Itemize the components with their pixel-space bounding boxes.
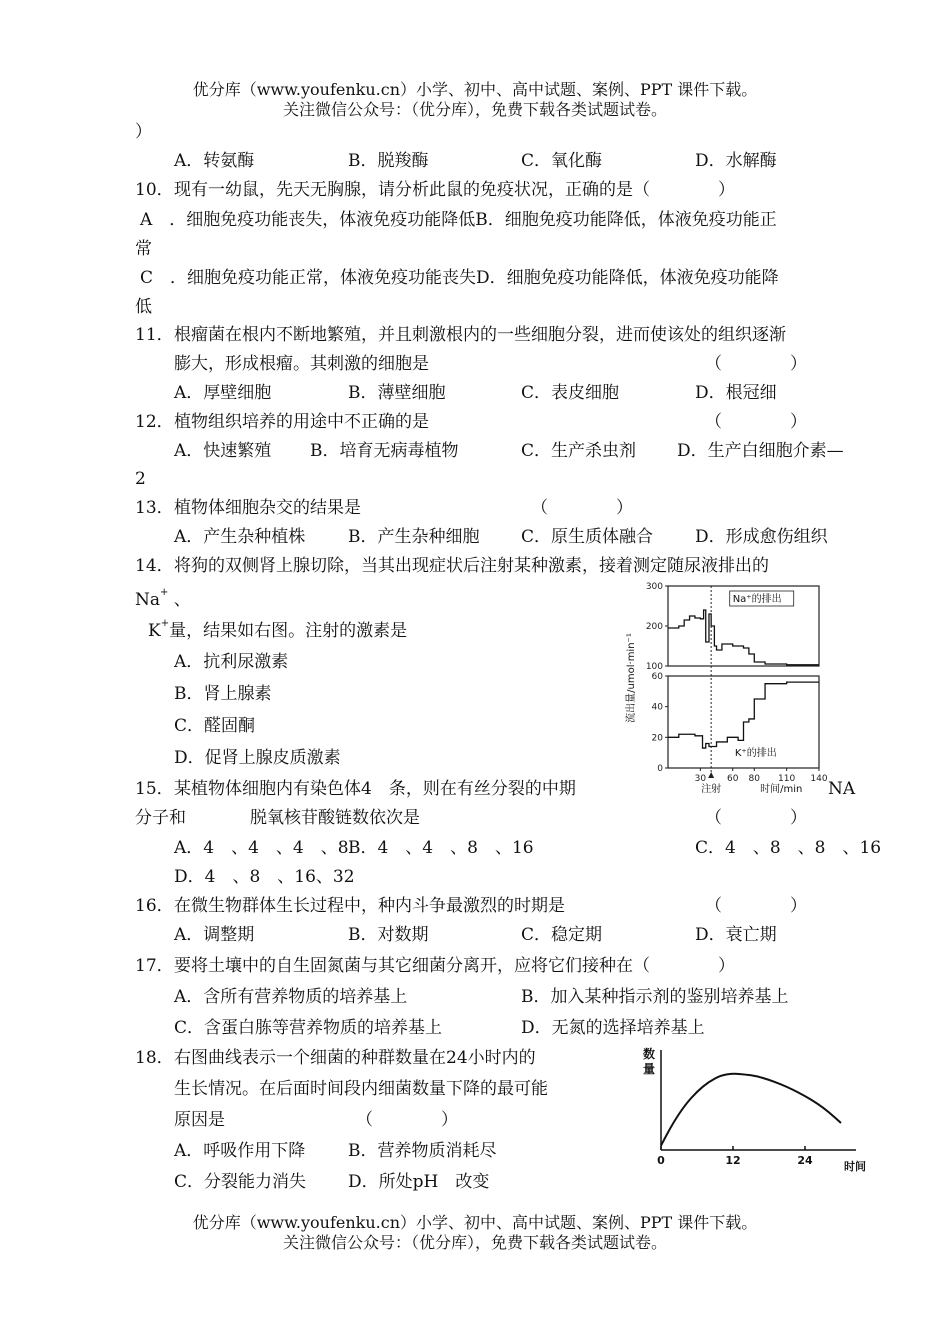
q14-option-a: A．抗利尿激素 xyxy=(174,652,289,672)
q13-answer-paren: （ ） xyxy=(531,498,633,518)
q15-option-b: B．4 、4 、8 、16 xyxy=(348,838,534,858)
q18-growth-chart xyxy=(636,1042,876,1182)
q18-stem-line1: 右图曲线表示一个细菌的种群数量在24小时内的 xyxy=(174,1048,536,1068)
q13-option-a: A．产生杂种植株 xyxy=(174,527,306,547)
q9-option-b: B．脱羧酶 xyxy=(348,151,429,171)
q12-number: 12． xyxy=(135,412,174,432)
q13-option-c: C．原生质体融合 xyxy=(521,527,654,547)
q18-answer-paren: （ ） xyxy=(356,1110,458,1130)
header-line-1: 优分库（www.youfenku.cn）小学、初中、高中试题、案例、PPT 课件下载。 xyxy=(192,80,758,99)
q14-na-charge: + xyxy=(160,587,169,598)
chart1-injection-arrow xyxy=(708,772,714,778)
q14-number: 14． xyxy=(135,556,174,576)
q18-stem-line2: 生长情况。在后面时间段内细菌数量下降的最可能 xyxy=(174,1079,548,1099)
chart1-series-line-k xyxy=(668,682,819,748)
q14-option-b: B．肾上腺素 xyxy=(174,684,272,704)
chart1-ytick-label-k-60: 60 xyxy=(651,672,663,682)
q14-option-d: D．促肾上腺皮质激素 xyxy=(174,748,341,768)
q11-answer-paren: （ ） xyxy=(705,354,807,374)
q12-option-c: C．生产杀虫剂 xyxy=(521,441,637,461)
q18-option-c: C．分裂能力消失 xyxy=(174,1172,307,1192)
q11-option-b: B．薄壁细胞 xyxy=(348,383,446,403)
chart1-ytick-label-k-40: 40 xyxy=(651,702,663,713)
chart1-ytick-label-k-0: 0 xyxy=(657,764,663,774)
q14-option-c: C．醛固酮 xyxy=(174,716,256,736)
q18-option-a: A．呼吸作用下降 xyxy=(174,1141,306,1161)
header-line-2: 关注微信公众号：（优分库），免费下载各类试题试卷。 xyxy=(282,100,667,119)
q17-option-b: B．加入某种指示剂的鉴别培养基上 xyxy=(521,987,789,1007)
q18-stem-line3: 原因是 xyxy=(174,1110,225,1130)
chart2-yaxis-label-1: 数 xyxy=(643,1047,656,1061)
q10-options-ab-wrap: 常 xyxy=(135,239,152,259)
q15-stem-line2b: 脱氧核苷酸链数依次是 xyxy=(250,808,420,828)
q11-option-a: A．厚壁细胞 xyxy=(174,383,272,403)
q14-stem-text: 量，结果如右图。注射的激素是 xyxy=(169,621,408,641)
q13-option-d: D．形成愈伤组织 xyxy=(695,527,828,547)
q16-answer-paren: （ ） xyxy=(705,896,807,916)
q11-stem-line1: 根瘤菌在根内不断地繁殖，并且刺激根内的一些细胞分裂，进而使该处的组织逐渐 xyxy=(174,325,786,345)
chart1-xtick-label-60: 60 xyxy=(726,774,739,784)
chart1-yaxis-label: 流出量/umol·min⁻¹ xyxy=(626,633,637,723)
q15-option-a: A．4 、4 、4 、8 xyxy=(174,838,349,858)
q16-option-c: C．稳定期 xyxy=(521,925,603,945)
chart2-xtick-label-24: 24 xyxy=(797,1154,813,1167)
q15-option-d: D．4 、8 、16、32 xyxy=(174,867,355,887)
q13-option-b: B．产生杂种细胞 xyxy=(348,527,480,547)
chart2-xtick-label-12: 12 xyxy=(725,1154,741,1167)
chart1-series-label-k: K⁺的排出 xyxy=(734,748,777,759)
q18-number: 18． xyxy=(135,1048,174,1068)
q10-stem: 现有一幼鼠，先天无胸腺，请分析此鼠的免疫状况，正确的是（ ） xyxy=(174,180,735,200)
q11-option-c: C．表皮细胞 xyxy=(521,383,620,403)
q18-chart-marks xyxy=(643,1046,866,1173)
chart2-growth-curve xyxy=(661,1074,841,1146)
q14-na-k-chart xyxy=(620,578,835,793)
q15-stem-line1: 某植物体细胞内有染色体4 条，则在有丝分裂的中期 xyxy=(174,779,576,799)
q9-paren-tail: ） xyxy=(135,122,152,142)
footer-line-2: 关注微信公众号：（优分库），免费下载各类试题试卷。 xyxy=(282,1233,667,1252)
q13-number: 13． xyxy=(135,498,174,518)
q9-option-c: C．氧化酶 xyxy=(521,151,603,171)
chart1-ytick-label-k-20: 20 xyxy=(651,733,663,744)
chart1-xaxis-label: 时间/min xyxy=(760,784,803,793)
q17-option-d: D．无氮的选择培养基上 xyxy=(521,1018,705,1038)
q10-options-cd-wrap: 低 xyxy=(135,297,152,317)
chart2-yaxis-label-2: 量 xyxy=(643,1062,656,1076)
q17-stem: 要将土壤中的自生固氮菌与其它细菌分离开，应将它们接种在（ ） xyxy=(174,956,735,976)
q9-option-d: D．水解酶 xyxy=(695,151,777,171)
q15-answer-paren: （ ） xyxy=(705,808,807,828)
q11-option-d: D．根冠细 xyxy=(695,383,777,403)
q14-chart-marks xyxy=(624,582,828,793)
q13-stem: 植物体细胞杂交的结果是 xyxy=(174,498,361,518)
footer-line-1: 优分库（www.youfenku.cn）小学、初中、高中试题、案例、PPT 课件下载。 xyxy=(192,1213,758,1232)
q18-option-d: D．所处pH 改变 xyxy=(348,1172,490,1192)
q11-stem-line2: 膨大，形成根瘤。其刺激的细胞是 xyxy=(174,354,429,374)
q12-answer-paren: （ ） xyxy=(705,412,807,432)
q9-option-a: A．转氨酶 xyxy=(174,151,255,171)
q17-option-c: C．含蛋白胨等营养物质的培养基上 xyxy=(174,1018,443,1038)
q16-number: 16． xyxy=(135,896,174,916)
q14-na-line xyxy=(135,588,191,612)
q15-number: 15． xyxy=(135,779,174,799)
q16-option-d: D．衰亡期 xyxy=(695,925,777,945)
q14-k-symbol: K xyxy=(148,621,161,641)
q16-option-a: A．调整期 xyxy=(174,925,255,945)
q12-option-d: D．生产白细胞介素— xyxy=(677,441,844,461)
chart1-xtick-label-30: 30 xyxy=(694,774,707,784)
q12-option-b: B．培育无病毒植物 xyxy=(310,441,459,461)
q17-option-a: A．含所有营养物质的培养基上 xyxy=(174,987,408,1007)
q10-options-ab: A ．细胞免疫功能丧失，体液免疫功能降低B．细胞免疫功能降低，体液免疫功能正 xyxy=(140,210,777,230)
q14-na-separator: 、 xyxy=(168,590,191,610)
q12-option-a: A．快速繁殖 xyxy=(174,441,272,461)
q15-stem-line1-tail: NA xyxy=(828,779,856,799)
chart1-series-line-na xyxy=(668,610,819,665)
q10-number: 10． xyxy=(135,180,174,200)
q12-stem: 植物组织培养的用途中不正确的是 xyxy=(174,412,429,432)
q14-k-charge: + xyxy=(160,618,170,629)
q14-stem-line3 xyxy=(148,619,407,643)
chart1-xtick-label-80: 80 xyxy=(748,774,761,784)
q15-stem-line2a: 分子和 xyxy=(135,808,186,828)
q11-number: 11． xyxy=(135,325,174,345)
chart1-series-label-na: Na⁺的排出 xyxy=(732,594,782,605)
chart2-xaxis-label: 时间 xyxy=(844,1160,866,1173)
chart1-ytick-label-na-200: 200 xyxy=(645,622,663,632)
chart2-xtick-label-0: 0 xyxy=(657,1154,665,1167)
q16-option-b: B．对数期 xyxy=(348,925,429,945)
chart1-ytick-label-na-300: 300 xyxy=(645,582,663,592)
q18-option-b: B．营养物质消耗尽 xyxy=(348,1141,497,1161)
chart1-xtick-label-110: 110 xyxy=(778,774,796,784)
q16-stem: 在微生物群体生长过程中，种内斗争最激烈的时期是 xyxy=(174,896,565,916)
q14-na-symbol: Na xyxy=(135,590,161,610)
q15-option-c: C．4 、8 、8 、16 xyxy=(695,838,882,858)
chart1-injection-label: 注射 xyxy=(701,784,722,793)
q10-options-cd: C ．细胞免疫功能正常，体液免疫功能丧失D．细胞免疫功能降低，体液免疫功能降 xyxy=(140,268,779,288)
chart1-xtick-label-140: 140 xyxy=(810,774,828,784)
q12-option-d-wrap: 2 xyxy=(135,469,146,489)
q17-number: 17． xyxy=(135,956,174,976)
chart1-ytick-label-na-100: 100 xyxy=(645,662,663,672)
q14-stem-line1: 将狗的双侧肾上腺切除，当其出现症状后注射某种激素，接着测定随尿液排出的 xyxy=(174,556,769,576)
